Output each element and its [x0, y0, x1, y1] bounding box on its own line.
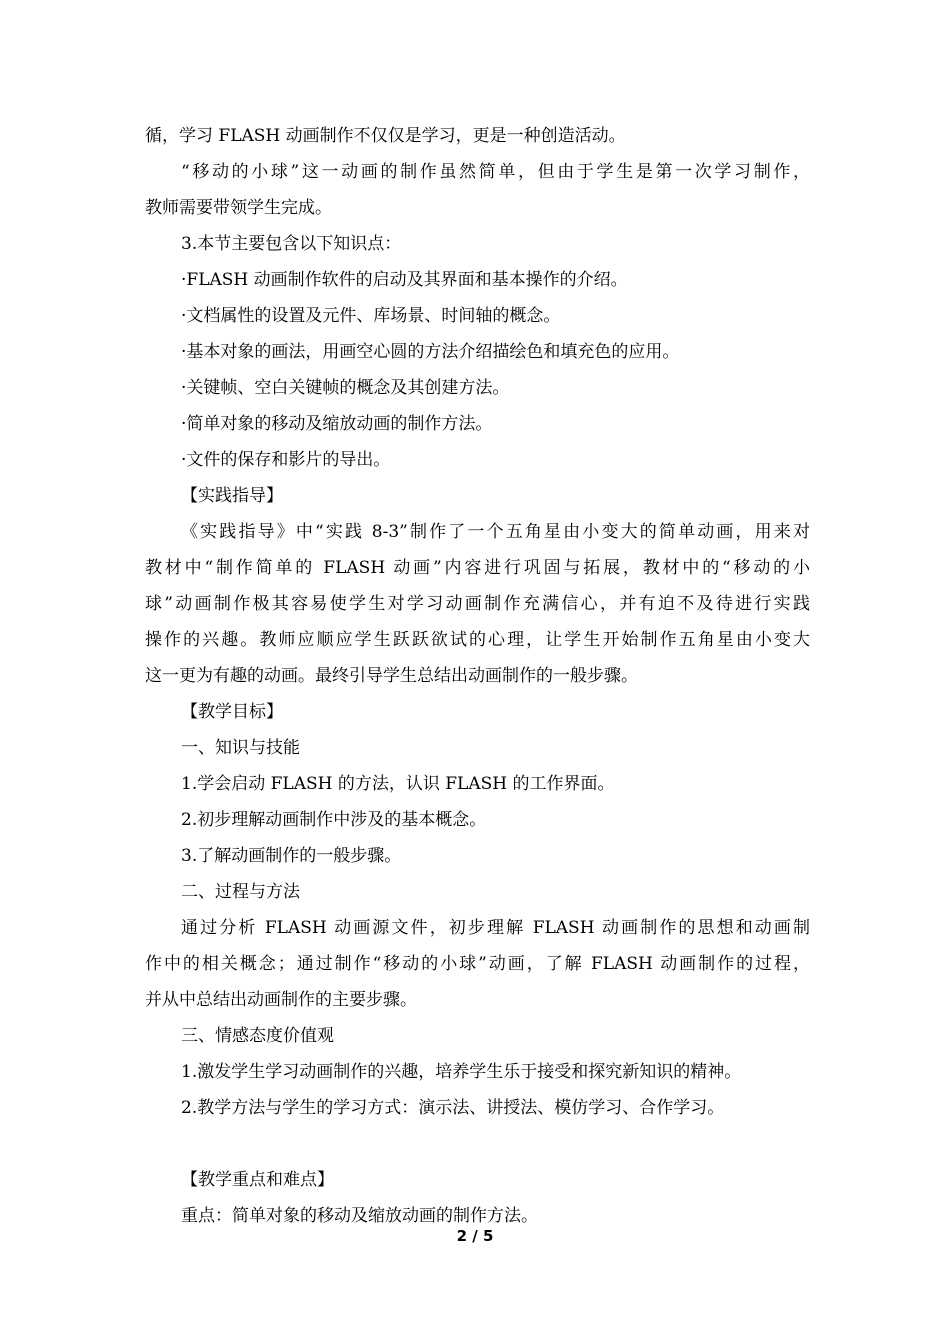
bullet-item: ·文档属性的设置及元件、库场景、时间轴的概念。	[181, 306, 561, 326]
bullet-item: ·关键帧、空白关键帧的概念及其创建方法。	[181, 378, 510, 398]
subsection-heading: 三、情感态度价值观	[181, 1026, 334, 1046]
section-heading: 【教学重点和难点】	[181, 1170, 334, 1190]
text-line: 3.本节主要包含以下知识点：	[181, 234, 402, 254]
list-item: 2.教学方法与学生的学习方式：演示法、讲授法、模仿学习、合作学习。	[181, 1098, 725, 1118]
text-line: 球”动画制作极其容易使学生对学习动画制作充满信心，并有迫不及待进行实践	[145, 594, 810, 614]
text-line: 《实践指导》中“实践 8-3”制作了一个五角星由小变大的简单动画，用来对	[181, 522, 810, 542]
text-line: 教师需要带领学生完成。	[145, 198, 332, 218]
list-item: 2.初步理解动画制作中涉及的基本概念。	[181, 810, 487, 830]
bullet-item: ·简单对象的移动及缩放动画的制作方法。	[181, 414, 493, 434]
bullet-item: ·FLASH 动画制作软件的启动及其界面和基本操作的介绍。	[181, 270, 628, 290]
list-item: 1.学会启动 FLASH 的方法，认识 FLASH 的工作界面。	[181, 774, 615, 794]
blank-line	[145, 1126, 810, 1162]
bullet-item: ·文件的保存和影片的导出。	[181, 450, 391, 470]
section-heading: 【教学目标】	[181, 702, 283, 722]
subsection-heading: 二、过程与方法	[181, 882, 300, 902]
text-line: 并从中总结出动画制作的主要步骤。	[145, 990, 417, 1010]
text-line: “移动的小球”这一动画的制作虽然简单，但由于学生是第一次学习制作，	[181, 162, 810, 182]
text-line: 重点：简单对象的移动及缩放动画的制作方法。	[181, 1206, 538, 1226]
subsection-heading: 一、知识与技能	[181, 738, 300, 758]
bullet-item: ·基本对象的画法，用画空心圆的方法介绍描绘色和填充色的应用。	[181, 342, 680, 362]
text-line: 这一更为有趣的动画。最终引导学生总结出动画制作的一般步骤。	[145, 666, 638, 686]
text-line: 作中的相关概念；通过制作“移动的小球”动画，了解 FLASH 动画制作的过程，	[145, 954, 810, 974]
document-body	[145, 118, 810, 1234]
list-item: 1.激发学生学习动画制作的兴趣，培养学生乐于接受和探究新知识的精神。	[181, 1062, 742, 1082]
text-line: 循，学习 FLASH 动画制作不仅仅是学习，更是一种创造活动。	[145, 126, 626, 146]
page-number: 2 / 5	[456, 1227, 494, 1245]
text-line: 教材中“制作简单的 FLASH 动画”内容进行巩固与拓展，教材中的“移动的小	[145, 558, 810, 578]
section-heading: 【实践指导】	[181, 486, 283, 506]
text-line: 通过分析 FLASH 动画源文件，初步理解 FLASH 动画制作的思想和动画制	[181, 918, 810, 938]
text-line: 操作的兴趣。教师应顺应学生跃跃欲试的心理，让学生开始制作五角星由小变大	[145, 630, 810, 650]
list-item: 3.了解动画制作的一般步骤。	[181, 846, 402, 866]
